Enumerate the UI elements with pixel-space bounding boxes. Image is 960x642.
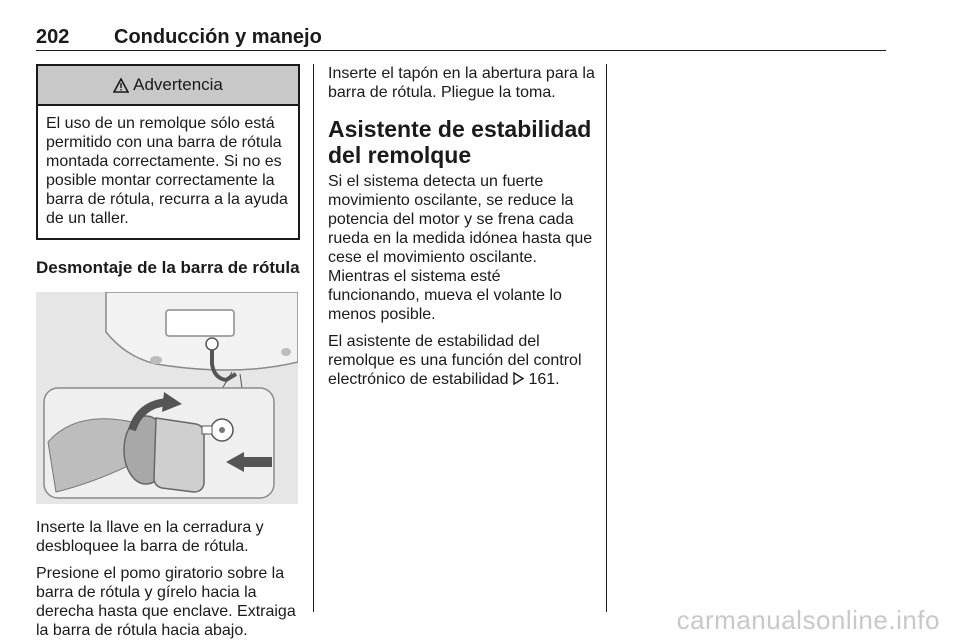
paragraph-stability-assist: [328, 332, 596, 389]
watermark: carmanualsonline.info: [676, 605, 940, 635]
column-divider-1: [313, 64, 314, 612]
subheading-desmontaje: Desmontaje de la barra de rótula: [36, 258, 300, 277]
tow-bar-illustration: [36, 292, 298, 504]
warning-triangle-icon: [113, 78, 129, 93]
tow-bar-drawing: [36, 292, 298, 504]
page-number: 202: [36, 26, 70, 48]
paragraph-stability-text: El asistente de estabilidad del remolque es una función del control electrónico de estabilidad: [328, 333, 582, 388]
right-column: [328, 64, 596, 389]
header-rule: [36, 50, 886, 51]
left-column: [36, 64, 300, 640]
page-header: [36, 24, 886, 50]
paragraph-press-knob: Presione el pomo giratorio sobre la barra de rótula y gírelo hacia la derecha hasta que enclave. Extraiga la barra de rótula hacia abajo.: [36, 565, 296, 639]
heading-trailer-stability: Asistente de estabilidad del remolque: [328, 116, 592, 168]
warning-title: Advertencia: [133, 75, 223, 94]
section-title: Conducción y manejo: [114, 26, 322, 48]
reference-arrow-icon: [513, 372, 524, 385]
column-divider-2: [606, 64, 607, 612]
warning-body: El uso de un remolque sólo está permitido con una barra de rótula montada correctamente. Si no es posible montar correctamente la barra de rótula, recurra a la ayuda de un taller.: [46, 115, 288, 227]
page-reference-link[interactable]: 161.: [528, 371, 560, 388]
paragraph-insert-plug: Inserte el tapón en la abertura para la barra de rótula. Pliegue la toma.: [328, 65, 595, 101]
paragraph-insert-key: Inserte la llave en la cerradura y desbloquee la barra de rótula.: [36, 519, 264, 555]
warning-box: [36, 64, 300, 240]
paragraph-system-detects: Si el sistema detecta un fuerte movimiento oscilante, se reduce la potencia del motor y se frena cada rueda en la medida idónea hasta que cese el movimiento oscilante. Mientras el sistema esté funcionando, mueva el volante lo menos posible.: [328, 173, 593, 323]
warning-header: [38, 66, 298, 106]
